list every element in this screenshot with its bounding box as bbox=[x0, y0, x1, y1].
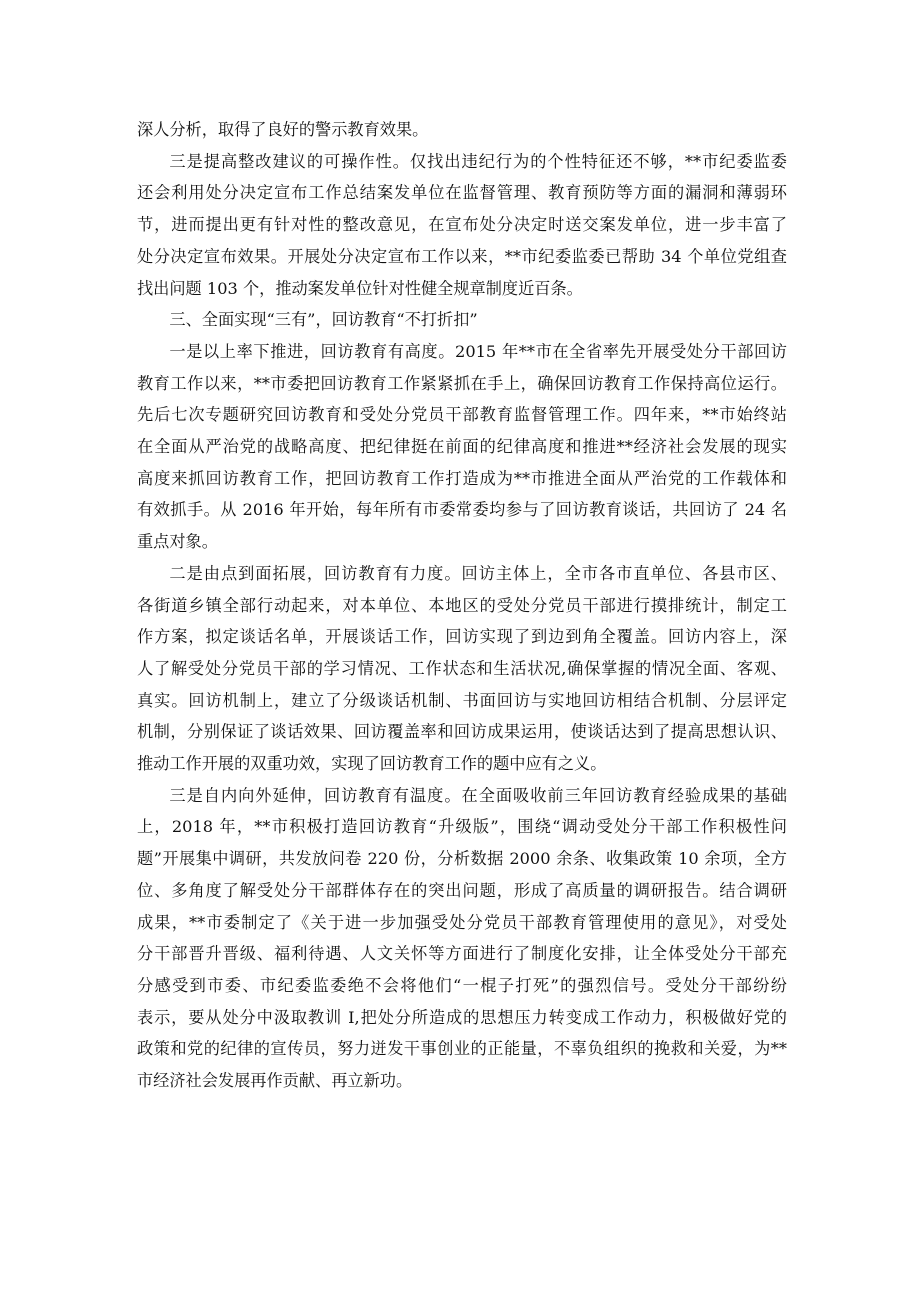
text-line: 成果，**市委制定了《关于进一步加强受处分党员干部教育管理使用的意见》，对受处 bbox=[137, 912, 787, 932]
text-line: 上，2018 年，**市积极打造回访教育“升级版”，围绕“调动受处分干部工作积极性问 bbox=[137, 817, 787, 837]
paragraph bbox=[137, 114, 787, 146]
paragraph bbox=[137, 336, 787, 558]
paragraph bbox=[137, 304, 787, 336]
text-line: 还会利用处分决定宣布工作总结案发单位在监督管理、教育预防等方面的漏洞和薄弱环 bbox=[137, 183, 787, 203]
text-line: 找出问题 103 个，推动案发单位针对性健全规章制度近百条。 bbox=[137, 278, 583, 298]
text-line: 作方案，拟定谈话名单，开展谈话工作，回访实现了到边到角全覆盖。回访内容上，深 bbox=[137, 627, 787, 647]
text-line: 三、全面实现“三有”，回访教育“不打折扣” bbox=[169, 310, 478, 330]
text-line: 有效抓手。从 2016 年开始，每年所有市委常委均参与了回访教育谈话，共回访了 24 名 bbox=[137, 500, 787, 520]
text-line: 分感受到市委、市纪委监委绝不会将他们“一棍子打死”的强烈信号。受处分干部纷纷 bbox=[137, 975, 787, 995]
text-line: 市经济社会发展再作贡献、再立新功。 bbox=[137, 1071, 413, 1091]
text-line: 在全面从严治党的战略高度、把纪律挺在前面的纪律高度和推进**经济社会发展的现实 bbox=[137, 437, 787, 457]
paragraph bbox=[137, 558, 787, 780]
text-line: 三是提高整改建议的可操作性。仅找出违纪行为的个性特征还不够，**市纪委监委 bbox=[169, 151, 787, 171]
text-line: 先后七次专题研究回访教育和受处分党员干部教育监督管理工作。四年来，**市始终站 bbox=[137, 405, 787, 425]
text-line: 各街道乡镇全部行动起来，对本单位、本地区的受处分党员干部进行摸排统计，制定工 bbox=[137, 595, 787, 615]
text-line: 深人分析，取得了良好的警示教育效果。 bbox=[137, 120, 429, 139]
text-line: 真实。回访机制上，建立了分级谈话机制、书面回访与实地回访相结合机制、分层评定 bbox=[137, 690, 787, 710]
text-line: 政策和党的纪律的宣传员，努力迸发干事创业的正能量，不辜负组织的挽救和关爱，为** bbox=[137, 1039, 787, 1059]
text-line: 高度来抓回访教育工作，把回访教育工作打造成为**市推进全面从严治党的工作载体和 bbox=[137, 468, 787, 488]
text-line: 人了解受处分党员干部的学习情况、工作状态和生活状况,确保掌握的情况全面、客观、 bbox=[137, 658, 787, 678]
text-line: 节，进而提出更有针对性的整改意见，在宣布处分决定时送交案发单位，进一步丰富了 bbox=[137, 215, 787, 235]
text-line: 教育工作以来，**市委把回访教育工作紧紧抓在手上，确保回访教育工作保持高位运行。 bbox=[137, 373, 787, 393]
text-line: 表示，要从处分中汲取教训 I,把处分所造成的思想压力转变成工作动力，积极做好党的 bbox=[137, 1007, 787, 1027]
paragraph bbox=[137, 780, 787, 1097]
text-line: 位、多角度了解受处分干部群体存在的突出问题，形成了高质量的调研报告。结合调研 bbox=[137, 880, 787, 900]
text-line: 三是自内向外延伸，回访教育有温度。在全面吸收前三年回访教育经验成果的基础 bbox=[169, 785, 787, 805]
text-line: 处分决定宣布效果。开展处分决定宣布工作以来，**市纪委监委已帮助 34 个单位党组查 bbox=[137, 246, 787, 266]
text-line: 分干部晋升晋级、福利待遇、人文关怀等方面进行了制度化安排，让全体受处分干部充 bbox=[137, 944, 787, 964]
document-body bbox=[137, 114, 787, 1097]
text-line: 推动工作开展的双重功效，实现了回访教育工作的题中应有之义。 bbox=[137, 754, 607, 774]
text-line: 机制，分别保证了谈话效果、回访覆盖率和回访成果运用，使谈话达到了提高思想认识、 bbox=[137, 722, 787, 742]
text-line: 题”开展集中调研，共发放问卷 220 份，分析数据 2000 余条、收集政策 10 余项，全方 bbox=[137, 849, 787, 869]
paragraph bbox=[137, 146, 787, 305]
text-line: 重点对象。 bbox=[137, 532, 218, 552]
text-line: 一是以上率下推进，回访教育有高度。2015 年**市在全省率先开展受处分干部回访 bbox=[169, 341, 787, 361]
text-line: 二是由点到面拓展，回访教育有力度。回访主体上，全市各市直单位、各县市区、 bbox=[169, 563, 787, 583]
